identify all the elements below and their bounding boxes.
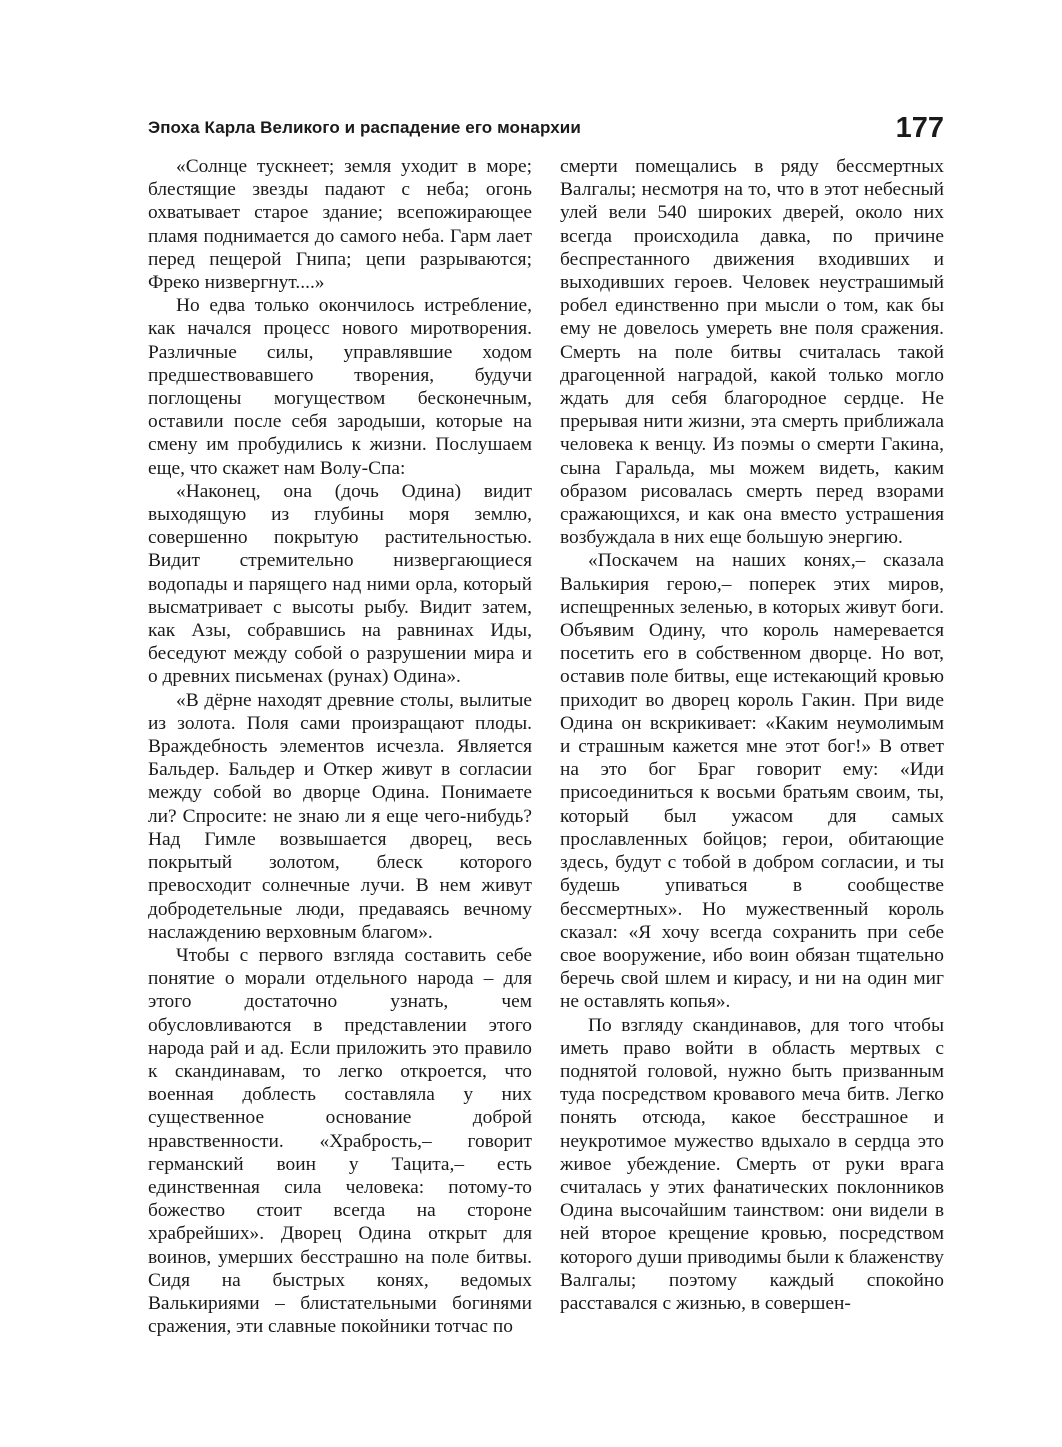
paragraph: «В дёрне находят древние столы, вылитые из золота. Поля сами произращают плоды. Враждебность элементов исчезла. Является Бальдер. Бальдер и Откер живут в согласии между собой во дворце Одина. Понимаете ли? Спросите: не знаю ли я еще чего-нибудь? Над Гимле возвышается дворец, весь покрытый золотом, блеск которого превосходит солнечные лучи. В нем живут добродетельные люди, предаваясь вечному наслаждению верховным благом». [148,689,532,943]
paragraph: «Поскачем на наших конях,– сказала Валькирия герою,– поперек этих миров, испещренных зеленью, в которых живут боги. Объявим Одину, что король намеревается посетить его в собственном дворце. Но вот, оставив поле битвы, еще истекающий кровью приходит во дворец король Гакин. При виде Одина он вскрикивает: «Каким неумолимым и страшным кажется мне этот бог!» В ответ на это бог Браг говорит ему: «Иди присоединиться к восьми братьям своим, ты, который был ужасом для самых прославленных бойцов; герои, обитающие здесь, будут с тобой в добром согласии, и ты будешь упиваться в сообществе бессмертных». Но мужественный король сказал: «Я хочу всегда сохранить при себе свое вооружение, ибо воин обязан тщательно беречь свой шлем и кирасу, и ни на один миг не оставлять копья». [560,550,944,1013]
paragraph: «Наконец, она (дочь Одина) видит выходящую из глубины моря землю, совершенно покрытую растительностью. Видит стремительно низвергающиеся водопады и парящего над ними орла, который высматривает с высоты рыбу. Видит затем, как Азы, собравшись на равнинах Иды, беседуют между собой о разрушении мира и о древних письменах (рунах) Одина». [148,480,532,688]
running-header [148,112,944,148]
paragraph-continued: смерти помещались в ряду бессмертных Валгалы; несмотря на то, что в этот небесный улей вели 540 широких дверей, около них всегда происходила давка, по причине беспрестанного движения входивших и выходивших героев. Человек неустрашимый робел единственно при мысли о том, как бы ему не довелось умереть вне поля сражения. Смерть на поле битвы считалась такой драгоценной наградой, какой только могло ждать для себя благородное сердце. Не прерывая нити жизни, эта смерть приближала человека к венцу. Из поэмы о смерти Гакина, сына Гаральда, мы можем видеть, каким образом рисовалась смерть перед взорами сражающихся, и как она вместо устрашения возбуждала в них еще большую энергию. [560,156,944,549]
left-column [148,155,532,1338]
paragraph: Чтобы с первого взгляда составить себе понятие о морали отдельного народа – для этого достаточно узнать, чем обусловливаются в представлении этого народа рай и ад. Если приложить это правило к скандинавам, то легко откроется, что военная доблесть составляла у них существенное основание доброй нравственности. «Храбрость,– говорит германский воин у Тацита,– есть единственная сила человека: потому-то божество стоит всегда на стороне храбрейших». Дворец Одина открыт для воинов, умерших бесстрашно на поле битвы. Сидя на быстрых конях, ведомых Валькириями – блистательными богинями сражения, эти славные покойники тотчас по [148,944,532,1338]
paragraph: Но едва только окончилось истребление, как начался процесс нового миротворения. Различные силы, управлявшие ходом предшествовавшего творения, будучи поглощены могуществом бесконечным, оставили после себя зародыши, которые на смену им пробудились к жизни. Послушаем еще, что скажет нам Волу-Спа: [148,295,532,479]
paragraph: «Солнце тускнеет; земля уходит в море; блестящие звезды падают с неба; огонь охватывает старое здание; всепожирающее пламя поднимается до самого неба. Гарм лает перед пещерой Гнипа; цепи разрываются; Фреко низвергнут....» [148,156,532,294]
page-number: 177 [895,112,944,144]
right-column [560,155,944,1315]
paragraph: По взгляду скандинавов, для того чтобы иметь право войти в область мертвых с поднятой головой, нужно быть призванным туда посредством кровавого меча битв. Легко понять отсюда, какое бесстрашное и неукротимое мужество вдыхало в сердца это живое убеждение. Смерть от руки врага считалась у этих фанатических поклонников Одина высочайшим таинством: они видели в ней второе крещение кровью, посредством которого души приводимы были к блаженству Валгалы; поэтому каждый спокойно расставался с жизнью, в совершен- [560,1014,944,1314]
running-head-title: Эпоха Карла Великого и распадение его монархии [148,118,581,137]
